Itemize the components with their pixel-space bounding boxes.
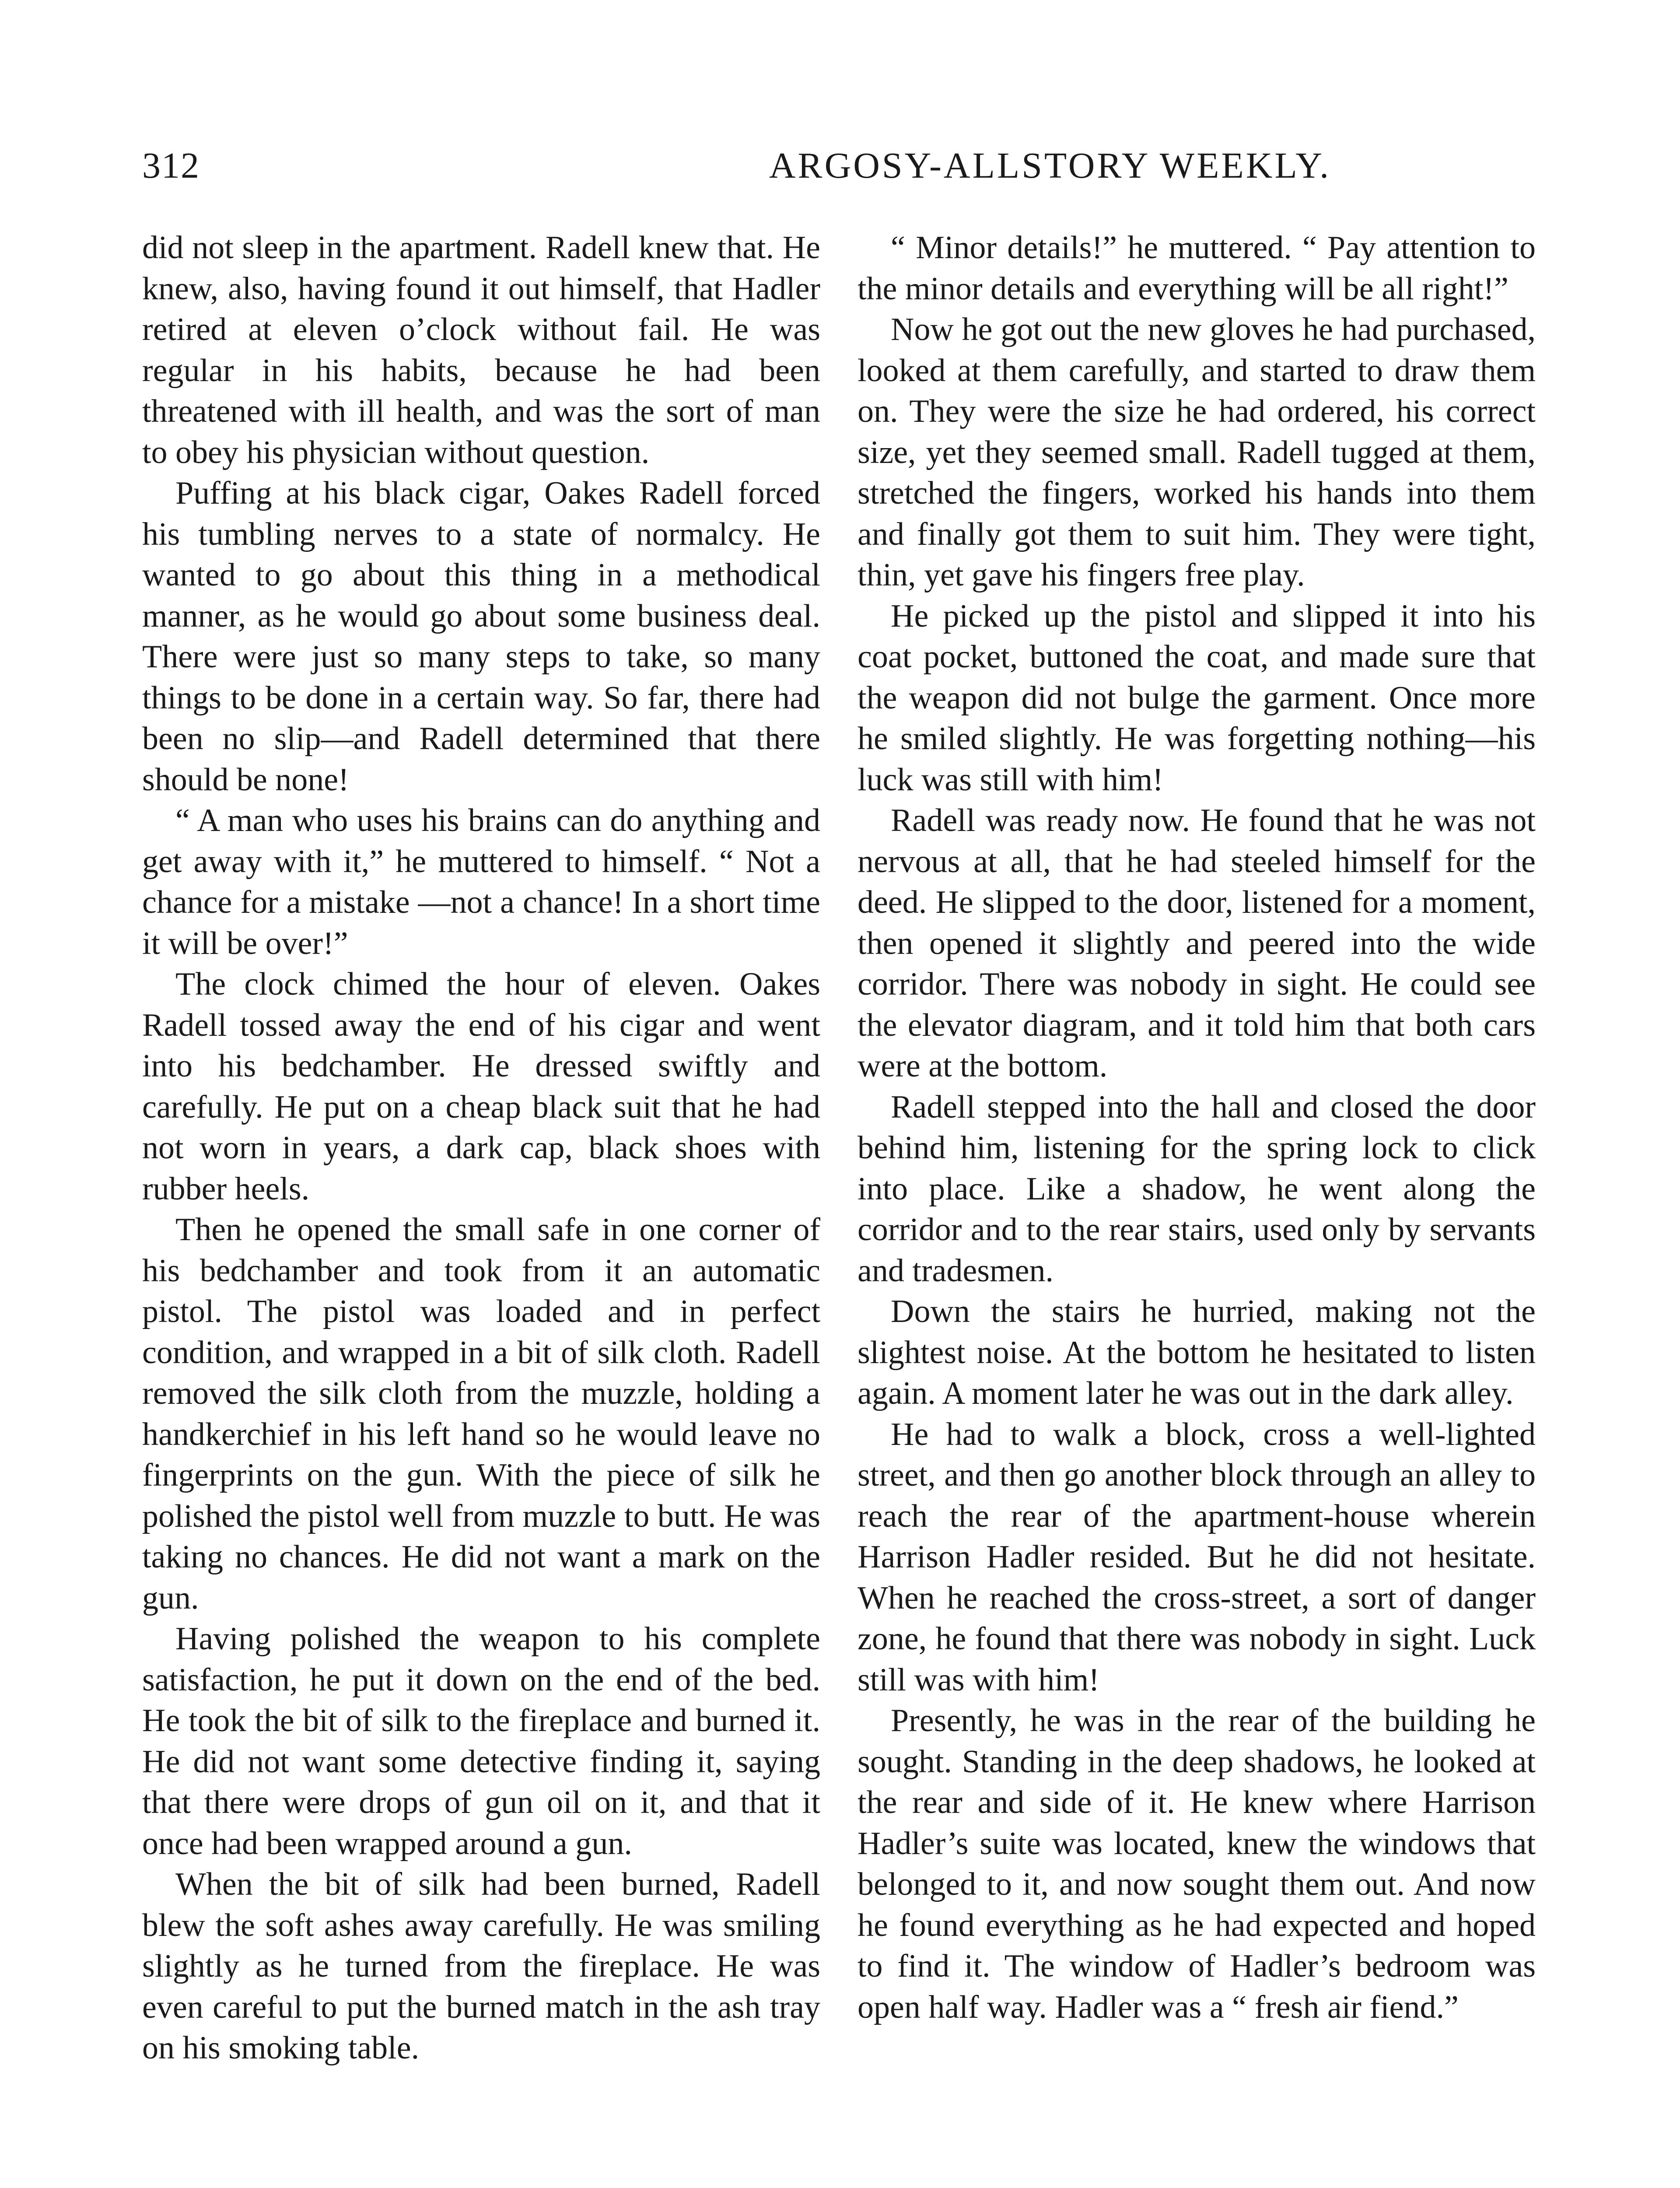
paragraph: “ A man who uses his brains can do anything and get away with it,” he muttered to himself. “ Not a chance for a mistake —not a chance! In a short time it will be over!” (142, 803, 820, 961)
paragraph: The clock chimed the hour of eleven. Oakes Radell tossed away the end of his cigar and went into his bedchamber. He dressed swiftly and carefully. He put on a cheap black suit that he had not worn in years, a dark cap, black shoes with rubber heels. (142, 966, 820, 1207)
paragraph: Radell was ready now. He found that he was not nervous at all, that he had steeled himself for the deed. He slipped to the door, listened for a moment, then opened it slightly and peered into the wide corridor. There was nobody in sight. He could see the elevator diagram, and it told him that both cars were at the bottom. (858, 803, 1536, 1084)
right-column (858, 228, 1536, 2028)
paragraph: Down the stairs he hurried, making not the slightest noise. At the bottom he hesitated to listen again. A moment later he was out in the dark alley. (858, 1294, 1536, 1411)
paragraph: did not sleep in the apartment. Radell knew that. He knew, also, having found it out himself, that Hadler retired at eleven o’clock without fail. He was regular in his habits, because he had been threatened with ill health, and was the sort of man to obey his physician without question. (142, 230, 820, 470)
paragraph: Now he got out the new gloves he had purchased, looked at them carefully, and started to draw them on. They were the size he had ordered, his correct size, yet they seemed small. Radell tugged at them, stretched the fingers, worked his hands into them and finally got them to suit him. They were tight, thin, yet gave his fingers free play. (858, 312, 1536, 593)
paragraph: Having polished the weapon to his complete satisfaction, he put it down on the end of the bed. He took the bit of silk to the fireplace and burned it. He did not want some detective finding it, saying that there were drops of gun oil on it, and that it once had been wrapped around a gun. (142, 1621, 820, 1862)
paragraph: He picked up the pistol and slipped it into his coat pocket, buttoned the coat, and made sure that the weapon did not bulge the garment. Once more he smiled slightly. He was forgetting nothing—his luck was still with him! (858, 598, 1536, 798)
paragraph: Puffing at his black cigar, Oakes Radell forced his tumbling nerves to a state of normalcy. He wanted to go about this thing in a methodical manner, as he would go about some business deal. There were just so many steps to take, so many things to be done in a certain way. So far, there had been no slip—and Radell determined that there should be none! (142, 475, 820, 798)
paragraph: Then he opened the small safe in one corner of his bedchamber and took from it an automatic pistol. The pistol was loaded and in perfect condition, and wrapped in a bit of silk cloth. Radell removed the silk cloth from the muzzle, holding a handkerchief in his left hand so he would leave no fingerprints on the gun. With the piece of silk he polished the pistol well from muzzle to butt. He was taking no chances. He did not want a mark on the gun. (142, 1212, 820, 1616)
running-title: ARGOSY-ALLSTORY WEEKLY. (769, 145, 1331, 186)
paragraph: He had to walk a block, cross a well-lighted street, and then go another block through an alley to reach the rear of the apartment-house wherein Harrison Hadler resided. But he did not hesitate. When he reached the cross-street, a sort of danger zone, he found that there was nobody in sight. Luck still was with him! (858, 1416, 1536, 1698)
paragraph: “ Minor details!” he muttered. “ Pay attention to the minor details and everything will be all right!” (858, 230, 1536, 307)
page-number: 312 (142, 145, 200, 186)
page-header (142, 144, 1538, 197)
paragraph: Radell stepped into the hall and closed the door behind him, listening for the spring lock to click into place. Like a shadow, he went along the corridor and to the rear stairs, used only by servants and tradesmen. (858, 1089, 1536, 1289)
left-column (142, 228, 820, 2069)
paragraph: Presently, he was in the rear of the building he sought. Standing in the deep shadows, he looked at the rear and side of it. He knew where Harrison Hadler’s suite was located, knew the windows that belonged to it, and now sought them out. And now he found everything as he had expected and hoped to find it. The window of Hadler’s bedroom was open half way. Hadler was a “ fresh air fiend.” (858, 1703, 1536, 2025)
paragraph: When the bit of silk had been burned, Radell blew the soft ashes away carefully. He was smiling slightly as he turned from the fireplace. He was even careful to put the burned match in the ash tray on his smoking table. (142, 1866, 820, 2066)
